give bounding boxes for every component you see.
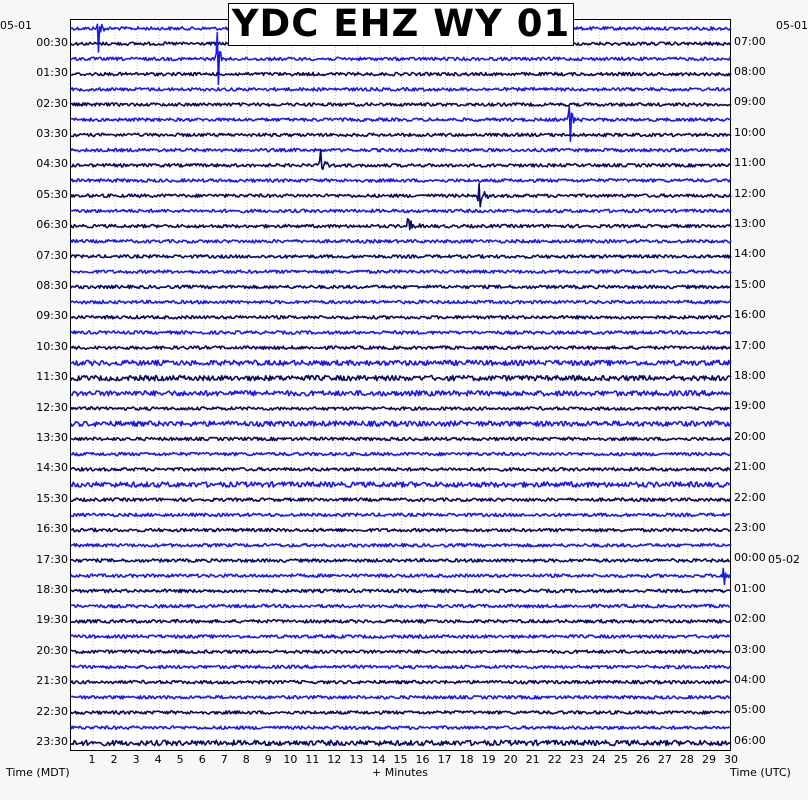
seismic-trace-19 (71, 316, 731, 319)
seismic-trace-31 (71, 498, 731, 501)
x-tick-label: 17 (437, 753, 452, 766)
left-time-label: 12:30 (36, 400, 68, 414)
x-tick-label: 13 (349, 753, 364, 766)
x-tick-label: 1 (88, 753, 96, 766)
seismic-trace-9 (71, 149, 731, 169)
x-tick-label: 24 (591, 753, 606, 766)
x-tick-label: 18 (459, 753, 474, 766)
x-tick-label: 19 (481, 753, 496, 766)
right-time-label: 07:00 (734, 34, 766, 48)
seismic-trace-15 (71, 255, 731, 258)
seismic-trace-40 (71, 635, 731, 638)
seismic-trace-29 (71, 468, 731, 471)
seismic-trace-47 (71, 740, 731, 745)
seismic-trace-39 (71, 620, 731, 623)
left-time-label: 15:30 (36, 491, 68, 505)
left-time-label: 13:30 (36, 430, 68, 444)
left-time-label: 10:30 (36, 339, 68, 353)
x-tick-label: 11 (305, 753, 320, 766)
seismic-trace-32 (71, 513, 731, 516)
seismic-trace-18 (71, 301, 731, 304)
seismic-trace-30 (71, 482, 731, 487)
left-time-label: 21:30 (36, 674, 68, 688)
left-time-label: 07:30 (36, 248, 68, 262)
seismic-trace-38 (71, 605, 731, 608)
x-tick-label: 5 (176, 753, 184, 766)
right-time-label: 19:00 (734, 399, 766, 413)
x-tick-label: 10 (283, 753, 298, 766)
left-axis-title: Time (MDT) (6, 766, 70, 779)
seismic-trace-46 (71, 726, 731, 729)
seismic-trace-16 (71, 270, 731, 273)
right-date-label: 05-01 (776, 19, 808, 32)
right-time-label: 06:00 (734, 733, 766, 747)
x-tick-label: 30 (724, 753, 738, 766)
left-time-label: 04:30 (36, 157, 68, 171)
right-time-label: 17:00 (734, 338, 766, 352)
seismic-trace-12 (71, 209, 731, 212)
x-tick-label: 12 (327, 753, 342, 766)
seismic-trace-10 (71, 179, 731, 182)
left-date-label: 05-01 (0, 19, 32, 32)
left-time-label: 09:30 (36, 309, 68, 323)
right-time-label: 02:00 (734, 612, 766, 626)
x-tick-label: 3 (132, 753, 140, 766)
left-time-label: 22:30 (36, 704, 68, 718)
seismic-trace-44 (71, 696, 731, 699)
left-time-label: 17:30 (36, 552, 68, 566)
seismic-trace-37 (71, 589, 731, 592)
seismic-trace-33 (71, 529, 731, 532)
plot-area (70, 19, 731, 751)
left-time-label: 00:30 (36, 35, 68, 49)
right-axis-title: Time (UTC) (730, 766, 791, 779)
x-tick-label: 9 (264, 753, 272, 766)
seismic-trace-3 (71, 73, 731, 76)
x-axis-title: + Minutes (372, 766, 429, 779)
x-tick-label: 25 (613, 753, 628, 766)
x-tick-label: 2 (110, 753, 118, 766)
seismic-trace-43 (71, 681, 731, 684)
seismic-trace-8 (71, 149, 731, 152)
right-time-label: 05:00 (734, 703, 766, 717)
left-time-label: 16:30 (36, 522, 68, 536)
seismic-trace-22 (71, 360, 731, 365)
x-tick-label: 14 (371, 753, 386, 766)
left-time-label: 01:30 (36, 66, 68, 80)
left-time-label: 11:30 (36, 370, 68, 384)
right-time-label: 11:00 (734, 156, 766, 170)
seismic-trace-7 (71, 133, 731, 136)
seismic-trace-35 (71, 559, 731, 562)
seismic-trace-20 (71, 331, 731, 334)
x-tick-label: 26 (635, 753, 650, 766)
right-time-label: 14:00 (734, 247, 766, 261)
seismic-trace-26 (71, 421, 731, 426)
right-time-label: 23:00 (734, 520, 766, 534)
x-tick-label: 4 (154, 753, 162, 766)
seismic-trace-23 (71, 376, 731, 381)
right-time-label: 01:00 (734, 581, 766, 595)
seismic-trace-27 (71, 437, 731, 440)
seismic-trace-42 (71, 665, 731, 668)
left-time-label: 02:30 (36, 96, 68, 110)
seismic-trace-24 (71, 391, 731, 396)
x-tick-label: 16 (415, 753, 430, 766)
seismic-trace-17 (71, 285, 731, 288)
left-time-label: 20:30 (36, 643, 68, 657)
helicorder-plot (71, 20, 732, 752)
seismic-trace-13 (71, 219, 731, 230)
right-time-label: 08:00 (734, 64, 766, 78)
seismic-trace-4 (71, 88, 731, 91)
right-time-label: 00:00 (734, 551, 766, 565)
right-time-label: 22:00 (734, 490, 766, 504)
x-tick-label: 6 (198, 753, 206, 766)
x-tick-label: 23 (569, 753, 584, 766)
left-time-label: 03:30 (36, 126, 68, 140)
left-time-label: 23:30 (36, 734, 68, 748)
seismic-trace-45 (71, 711, 731, 714)
right-time-label: 20:00 (734, 429, 766, 443)
seismic-trace-28 (71, 453, 731, 456)
left-time-label: 06:30 (36, 218, 68, 232)
right-time-label: 03:00 (734, 642, 766, 656)
seismic-trace-41 (71, 650, 731, 653)
right-date-change-label: 05-02 (768, 553, 800, 566)
seismic-trace-5 (71, 103, 731, 106)
seismic-trace-34 (71, 544, 731, 547)
x-tick-label: 21 (525, 753, 540, 766)
x-tick-label: 8 (242, 753, 250, 766)
right-time-label: 12:00 (734, 186, 766, 200)
right-time-label: 18:00 (734, 368, 766, 382)
x-tick-label: 27 (657, 753, 672, 766)
seismic-trace-21 (71, 346, 731, 349)
x-tick-label: 28 (679, 753, 694, 766)
x-tick-label: 15 (393, 753, 408, 766)
right-time-label: 16:00 (734, 308, 766, 322)
x-tick-label: 22 (547, 753, 562, 766)
seismic-trace-11 (71, 184, 731, 207)
chart-title: YDC EHZ WY 01 (228, 3, 574, 46)
seismic-trace-36 (71, 568, 731, 584)
right-time-label: 10:00 (734, 125, 766, 139)
right-time-label: 04:00 (734, 672, 766, 686)
left-time-label: 08:30 (36, 278, 68, 292)
right-time-label: 13:00 (734, 216, 766, 230)
right-time-label: 21:00 (734, 460, 766, 474)
x-tick-label: 20 (503, 753, 518, 766)
right-time-label: 15:00 (734, 277, 766, 291)
seismic-trace-14 (71, 240, 731, 243)
left-time-label: 19:30 (36, 613, 68, 627)
x-tick-label: 29 (701, 753, 716, 766)
seismic-trace-25 (71, 407, 731, 410)
left-time-label: 14:30 (36, 461, 68, 475)
left-time-label: 05:30 (36, 187, 68, 201)
right-time-label: 09:00 (734, 95, 766, 109)
left-time-label: 18:30 (36, 582, 68, 596)
x-tick-label: 7 (220, 753, 228, 766)
